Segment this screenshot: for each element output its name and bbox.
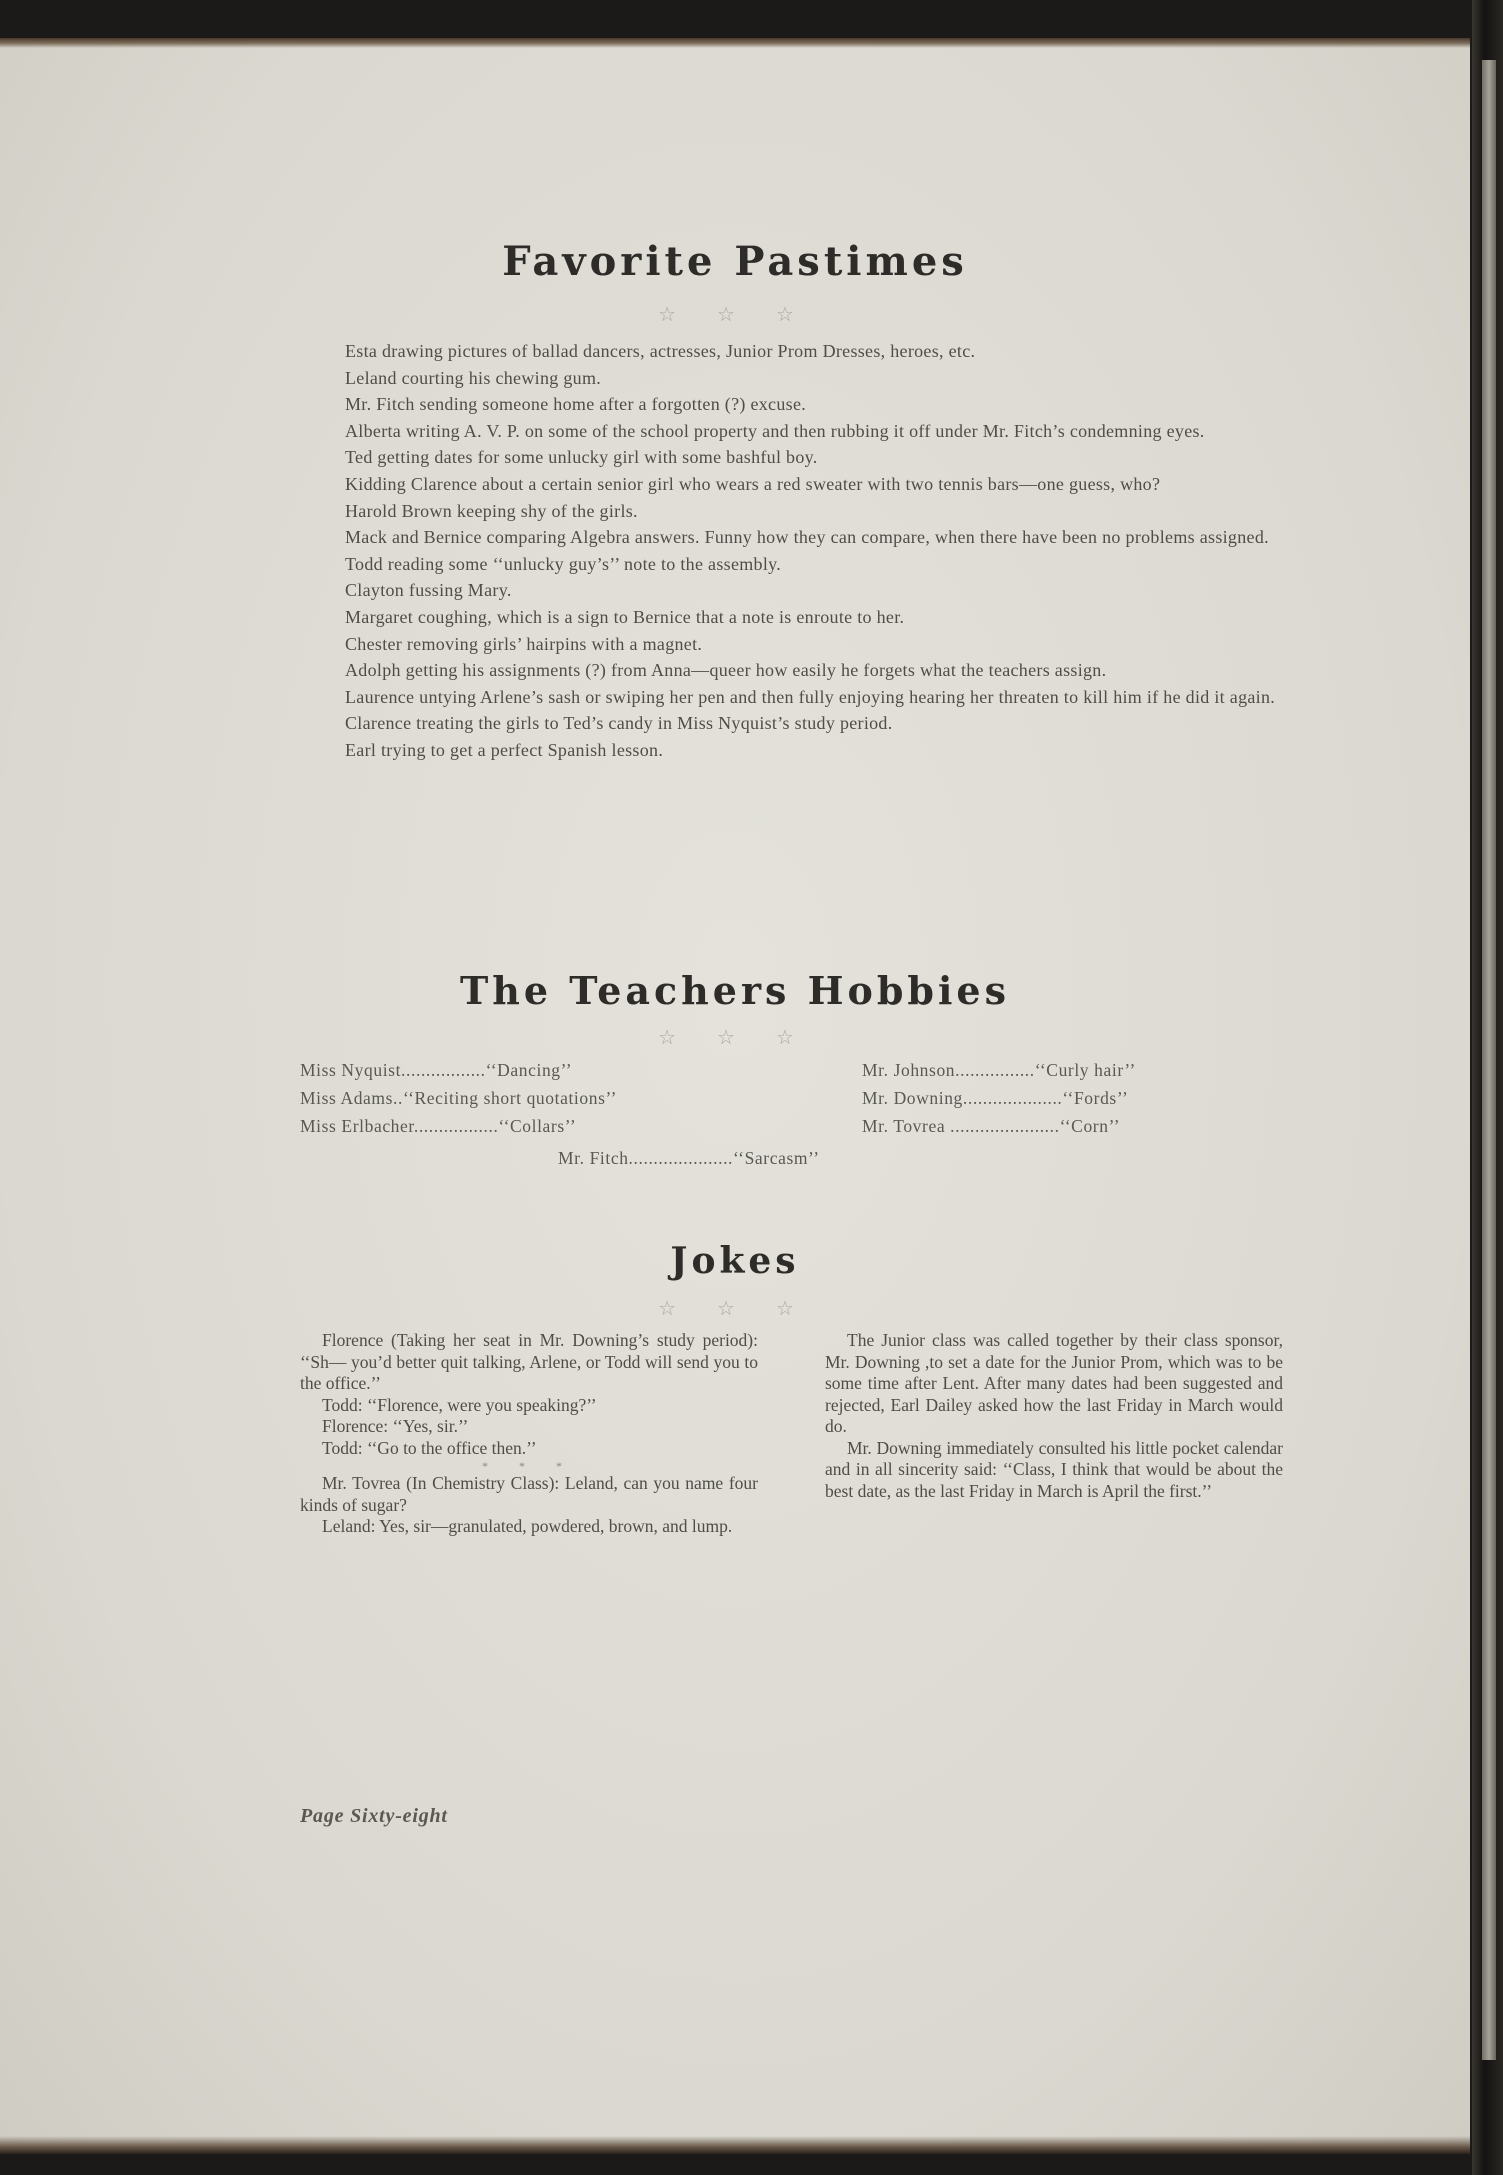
hobbies-heading: The Teachers Hobbies: [459, 968, 1010, 1013]
jokes-left-column: [300, 1330, 758, 1538]
hobbies-ornament: ☆ ☆ ☆: [658, 1027, 812, 1049]
pastime-item: Todd reading some ‘‘unlucky guy’s’’ note to the assembly.: [345, 553, 782, 574]
page-stack-edge: [1482, 60, 1496, 2060]
pastime-item: Kidding Clarence about a certain senior girl who wears a red sweater with two tennis bars—one guess, who?: [345, 473, 1161, 494]
pastime-item: Chester removing girls’ hairpins with a magnet.: [345, 633, 703, 654]
pastime-item: Margaret coughing, which is a sign to Bernice that a note is enroute to her.: [345, 606, 905, 627]
pastimes-list: [300, 338, 1282, 764]
joke-paragraph: Florence (Taking her seat in Mr. Downing’s study period): ‘‘Sh— you’d better quit talking, Arlene, or Todd will send you to the office.’’: [300, 1330, 758, 1393]
pastime-item: Earl trying to get a perfect Spanish lesson.: [345, 739, 664, 760]
pastime-item: Adolph getting his assignments (?) from Anna—queer how easily he forgets what the teachers assign.: [345, 660, 1107, 681]
joke-paragraph: The Junior class was called together by their class sponsor, Mr. Downing ,to set a date for the Junior Prom, which was to be some time after Lent. After many dates had been suggested and rejected, Earl Dailey asked how the last Friday in March would do.: [825, 1330, 1283, 1436]
joke-separator: * * *: [482, 1459, 576, 1473]
hobby-entry: Mr. Johnson................‘‘Curly hair’’: [862, 1060, 1136, 1080]
pastime-item: Alberta writing A. V. P. on some of the school property and then rubbing it off under Mr. Fitch’s condemning eyes.: [345, 420, 1205, 441]
hobby-entry: Mr. Fitch.....................‘‘Sarcasm’’: [558, 1148, 820, 1168]
joke-paragraph: Mr. Downing immediately consulted his little pocket calendar and in all sincerity said: ‘‘Class, I think that would be about the best date, as the last Friday in March is April the first.’’: [825, 1437, 1283, 1501]
pastime-item: Mr. Fitch sending someone home after a forgotten (?) excuse.: [345, 394, 807, 415]
pastime-item: Harold Brown keeping shy of the girls.: [345, 500, 638, 521]
pastimes-heading: Favorite Pastimes: [502, 238, 968, 285]
hobby-entry: Miss Nyquist.................‘‘Dancing’’: [300, 1060, 573, 1080]
joke-paragraph: Todd: ‘‘Go to the office then.’’: [322, 1437, 537, 1458]
page-number: Page Sixty-eight: [300, 1805, 448, 1827]
jokes-heading: Jokes: [670, 1240, 800, 1282]
pastime-item: Clarence treating the girls to Ted’s candy in Miss Nyquist’s study period.: [345, 713, 893, 734]
joke-paragraph: Florence: ‘‘Yes, sir.’’: [322, 1416, 469, 1436]
pastime-item: Esta drawing pictures of ballad dancers, actresses, Junior Prom Dresses, heroes, etc.: [345, 341, 976, 361]
pastime-item: Laurence untying Arlene’s sash or swiping her pen and then fully enjoying hearing her threaten to kill him if he did it again.: [345, 686, 1276, 707]
jokes-right-column: [825, 1330, 1283, 1502]
pastime-item: Leland courting his chewing gum.: [345, 367, 602, 388]
pastime-item: Clayton fussing Mary.: [345, 580, 512, 601]
pastimes-ornament: ☆ ☆ ☆: [658, 304, 812, 326]
page-top-edge: [0, 38, 1470, 48]
pastime-item: Mack and Bernice comparing Algebra answers. Funny how they can compare, when there have been no problems assigned.: [345, 527, 1269, 548]
jokes-ornament: ☆ ☆ ☆: [658, 1298, 812, 1320]
page-bottom-edge: [0, 2136, 1470, 2154]
hobby-entry: Mr. Downing....................‘‘Fords’’: [862, 1088, 1129, 1108]
hobbies-list: [0, 1060, 1470, 1180]
hobby-entry: Miss Erlbacher.................‘‘Collars’’: [300, 1116, 577, 1136]
joke-paragraph: Todd: ‘‘Florence, were you speaking?’’: [322, 1394, 597, 1415]
pastime-item: Ted getting dates for some unlucky girl with some bashful boy.: [345, 447, 818, 468]
hobby-entry: Miss Adams..‘‘Reciting short quotations’’: [300, 1088, 618, 1108]
hobby-entry: Mr. Tovrea ......................‘‘Corn’’: [862, 1116, 1121, 1136]
joke-paragraph: Mr. Tovrea (In Chemistry Class): Leland, can you name four kinds of sugar?: [300, 1473, 758, 1515]
joke-paragraph: Leland: Yes, sir—granulated, powdered, brown, and lump.: [322, 1516, 733, 1536]
